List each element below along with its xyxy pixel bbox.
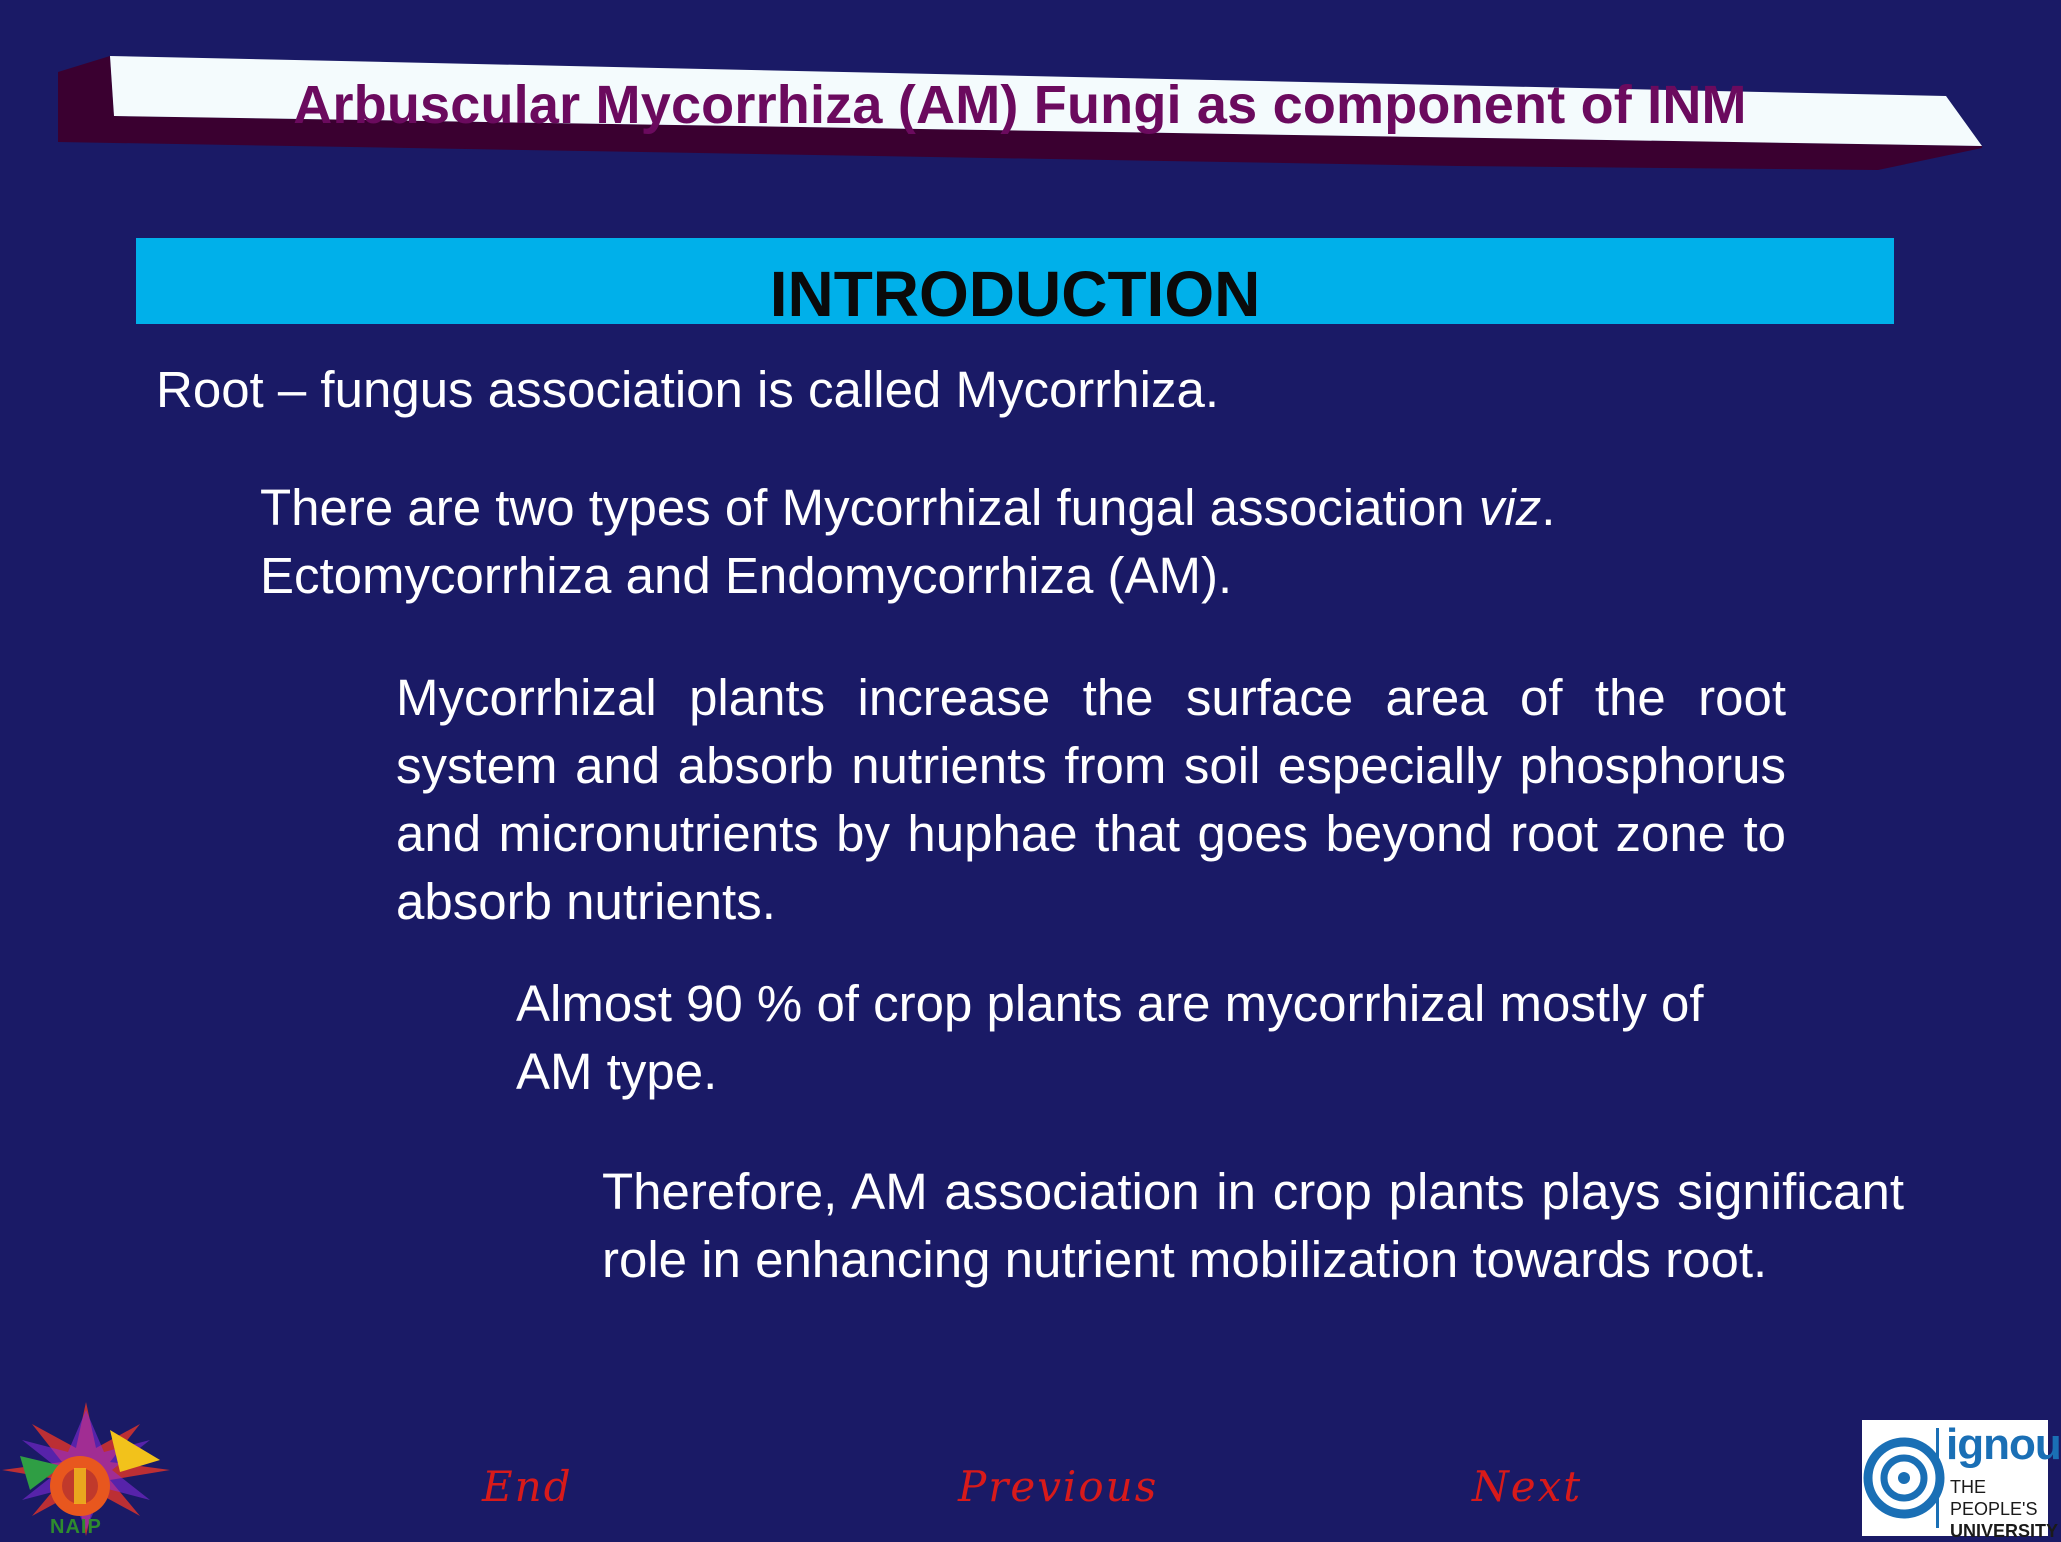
- title-banner: [58, 56, 1982, 176]
- previous-button[interactable]: Previous: [958, 1462, 1159, 1511]
- naip-logo-text: NAIP: [50, 1516, 102, 1538]
- paragraph-definition: Root – fungus association is called Mycorrhiza.: [156, 361, 1220, 418]
- paragraph-types-pre: There are two types of Mycorrhizal fungal association: [260, 479, 1479, 536]
- ignou-logo-icon: [1862, 1420, 1946, 1536]
- section-header-bar: [136, 238, 1894, 330]
- paragraph-types-italic: viz: [1478, 479, 1542, 536]
- slide-title: Arbuscular Mycorrhiza (AM) Fungi as component of INM: [293, 75, 1747, 135]
- ignou-tagline-line2: UNIVERSITY: [1950, 1521, 2059, 1541]
- paragraph-benefits: Mycorrhizal plants increase the surface area of the root system and absorb nutrients from soil especially phosphorus and micronutrients by huphae that goes beyond root zone to absorb nutrients.: [396, 669, 1786, 930]
- ignou-tagline: [1950, 1476, 2059, 1542]
- paragraph-types-post: . Ectomycorrhiza and Endomycorrhiza (AM).: [260, 479, 1556, 604]
- ignou-logo: [1862, 1420, 2061, 1541]
- paragraph-types: [260, 474, 1860, 610]
- next-button[interactable]: Next: [1472, 1462, 1583, 1511]
- end-button[interactable]: End: [482, 1462, 573, 1511]
- section-title: INTRODUCTION: [769, 258, 1261, 330]
- ignou-tagline-line1: THE PEOPLE'S: [1950, 1477, 2038, 1519]
- paragraph-conclusion: Therefore, AM association in crop plants plays significant role in enhancing nutrient mobilization towards root.: [602, 1163, 1904, 1288]
- paragraph-percentage: Almost 90 % of crop plants are mycorrhizal mostly of AM type.: [516, 975, 1704, 1100]
- ignou-wordmark: ignou: [1946, 1420, 2061, 1469]
